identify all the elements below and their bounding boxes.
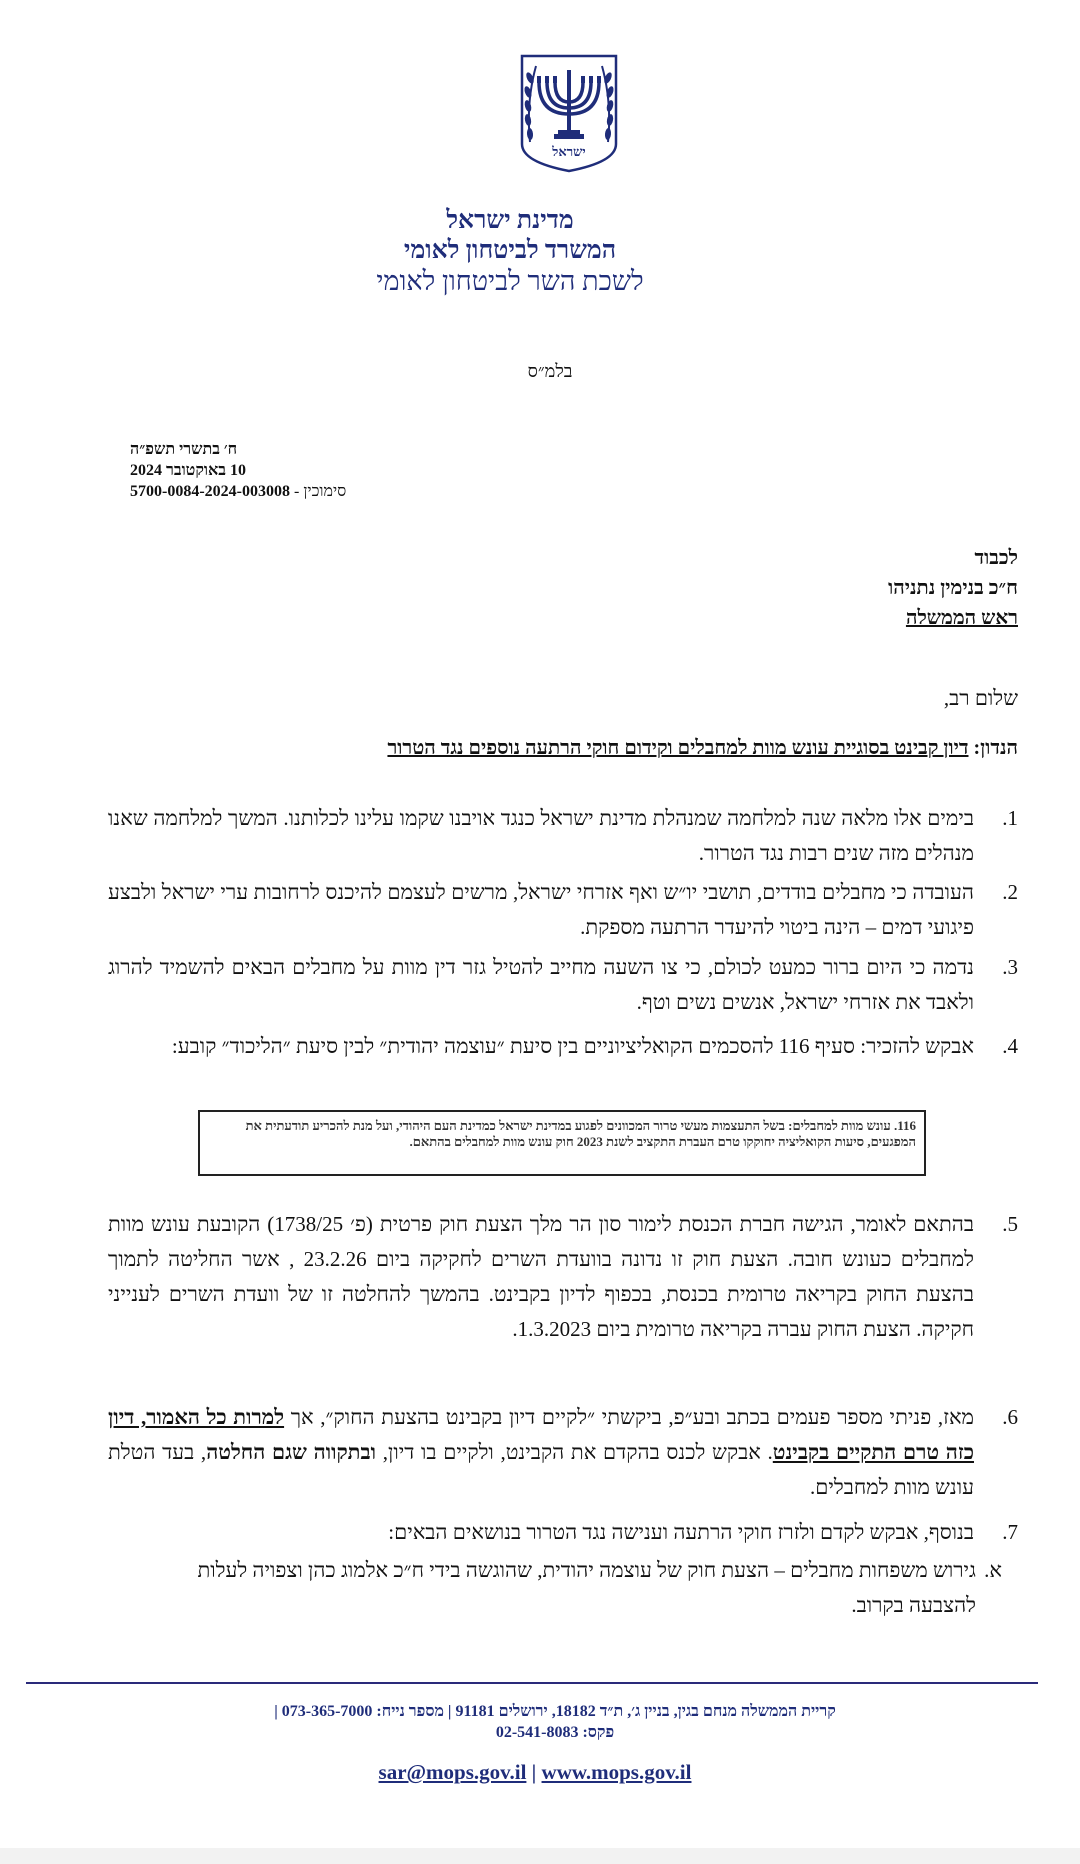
paragraph-text: אבקש להזכיר: סעיף 116 להסכמים הקואליציוניים בין סיעת ״עוצמה יהודית״ לבין סיעת ״הליכוד״ קובע: <box>171 1034 974 1058</box>
paragraph-number: 5. <box>1002 1212 1018 1236</box>
subitem-text: גירוש משפחות מחבלים – הצעת חוק של עוצמה יהודית, שהוגשה בידי ח״כ אלמוג כהן וצפויה לעלות להצבעה בקרוב. <box>197 1558 976 1617</box>
footer-divider <box>26 1682 1038 1684</box>
paragraph-6-part2: . אבקש לכנס בהקדם את הקבינט, ולקיים בו דיון, <box>376 1440 773 1464</box>
classification-label: בלמ״ס <box>527 361 573 381</box>
paragraph-6-bold: ובתקווה שגם החלטה <box>206 1440 376 1464</box>
addressee-name: ח״כ בנימין נתניהו <box>888 577 1018 599</box>
subject-text: דיון קבינט בסוגיית עונש מוות למחבלים וקידום חוקי הרתעה נוספים נגד הטרור <box>387 737 969 759</box>
reference-number: 5700-0084-2024-003008 <box>130 483 290 500</box>
paragraph-number: 4. <box>1002 1034 1018 1058</box>
addressee-title: ראש הממשלה <box>905 607 1018 629</box>
addressee-salutation: לכבוד <box>974 547 1018 569</box>
footer-address: קריית הממשלה מנחם בגין, בניין ג׳, ת״ד 18182, ירושלים 91181 | מספר נייח: 073-365-7000 | <box>274 1703 836 1720</box>
paragraph-text: נדמה כי היום ברור כמעט לכולם, כי צו השעה מחייב להטיל גזר דין מוות על מחבלים הבאים להשמיד להרוג ולאבד את אזרחי ישראל, אנשים נשים וטף. <box>108 955 974 1014</box>
paragraph-text: בנוסף, אבקש לקדם ולזרז חוקי הרתעה וענישה נגד הטרור בנושאים הבאים: <box>388 1520 974 1544</box>
emblem-text: ישראל <box>552 145 586 160</box>
paragraph-5 <box>108 1207 1018 1347</box>
greeting: שלום רב, <box>943 686 1018 710</box>
website-link[interactable]: www.mops.gov.il <box>541 1760 692 1784</box>
paragraph-6-part3: , בעד הטלת עונש מוות למחבלים. <box>108 1440 974 1499</box>
hebrew-date: ח׳ בתשרי תשפ״ה <box>130 441 238 458</box>
paragraph-text <box>108 1400 974 1505</box>
state-name: מדינת ישראל <box>446 207 574 234</box>
paragraph-number: 3. <box>1002 955 1018 979</box>
paragraph-number: 7. <box>1002 1520 1018 1544</box>
paragraph-3 <box>108 950 1018 1020</box>
reference-label: סימוכין - <box>293 483 347 500</box>
email-link[interactable]: sar@mops.gov.il <box>378 1760 527 1784</box>
paragraph-text: בימים אלו מלאה שנה למלחמה שמנהלת מדינת ישראל כנגד אויבנו שקמו עלינו לכלותנו. המשך למלחמה שאנו מנהלים מזה שנים רבות נגד הטרור. <box>108 806 974 865</box>
paragraph-7 <box>108 1515 1018 1550</box>
subitem-a <box>150 1553 1002 1623</box>
paragraph-1 <box>108 801 1018 871</box>
paragraph-6-highlight: למרות כל האמור, דיון כזה טרם התקיים בקבינט <box>108 1405 974 1464</box>
paragraph-text: בהתאם לאומר, הגישה חברת הכנסת לימור סון הר מלך הצעת חוק פרטית (פ׳ 1738/25) הקובעת עונש מוות למחבלים כעונש חובה. הצעת חוק זו נדונה בוועדת השרים לחקיקה ביום 23.2.26 , אשר החליטה לתמוך בהצעת החוק בקריאה טרומית בכנסת, בכפוף לדיון בקבינט. בהמשך להחלטה זו של וועדת השרים לענייני חקיקה. הצעת החוק עברה בקריאה טרומית ביום 1.3.2023. <box>108 1212 975 1341</box>
israel-emblem-icon <box>518 52 620 174</box>
gregorian-date: 10 באוקטובר 2024 <box>130 462 246 479</box>
subject-line <box>387 737 1018 760</box>
paragraph-6-part1: מאז, פניתי מספר פעמים בכתב ובע״פ, ביקשתי ״לקיים דיון בקבינט בהצעת החוק״, אך <box>284 1405 975 1429</box>
paragraph-number: 6. <box>1002 1405 1018 1429</box>
subitem-letter: א. <box>984 1558 1002 1582</box>
ministry-name: המשרד לביטחון לאומי <box>403 237 617 264</box>
subject-prefix: הנדון: <box>973 737 1018 759</box>
links-separator: | <box>531 1760 537 1784</box>
paragraph-number: 2. <box>1002 880 1018 904</box>
office-name: לשכת השר לביטחון לאומי <box>376 266 644 296</box>
footer-links <box>300 1760 770 1785</box>
paragraph-number: 1. <box>1002 806 1018 830</box>
paragraph-6 <box>108 1400 1018 1505</box>
footer-fax: פקס: 02-541-8083 <box>495 1724 615 1741</box>
paragraph-4 <box>108 1029 1018 1064</box>
coalition-clause-quote: 116. עונש מוות למחבלים: בשל התעצמות מעשי טרור המכוונים לפגוע במדינת ישראל כמדינת העם היהודי, ועל מנת להכריע תודעתית את המפגעים, סיעות הקואליציה יחוקקו טרם העברת התקציב לשנת 2023 חוק עונש מוות למחבלים בהתאם. <box>198 1110 926 1176</box>
reference-line <box>130 483 346 501</box>
paragraph-text: העובדה כי מחבלים בודדים, תושבי יו״ש ואף אזרחי ישראל, מרשים לעצמם להיכנס לרחובות ערי ישראל ולבצע פיגועי דמים – הינה ביטוי להיעדר הרתעה מספקת. <box>108 880 974 939</box>
paragraph-2 <box>108 875 1018 945</box>
